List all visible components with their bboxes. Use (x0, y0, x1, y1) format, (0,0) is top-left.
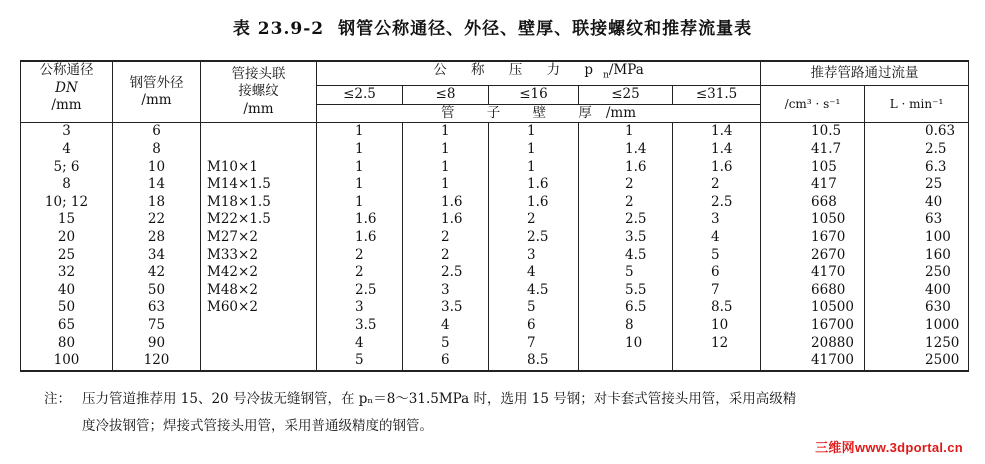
cell-od: 63 (113, 299, 201, 317)
cell-thread: M33×2 (201, 247, 317, 265)
cell-wall-thickness: 1.6 (403, 211, 489, 229)
cell-dn: 3 (21, 123, 113, 141)
cell-wall-thickness: 1 (317, 123, 403, 141)
cell-dn: 20 (21, 229, 113, 247)
cell-thread: M22×1.5 (201, 211, 317, 229)
pipe-spec-table (20, 60, 969, 372)
cell-wall-thickness: 10 (579, 335, 673, 353)
header-wall (317, 104, 761, 123)
cell-wall-thickness: 7 (489, 335, 579, 353)
cell-wall-thickness: 3 (317, 299, 403, 317)
cell-flow-lmin: 630 (865, 299, 969, 317)
table-row (21, 159, 969, 177)
cell-flow-lmin: 25 (865, 176, 969, 194)
cell-wall-thickness (673, 352, 761, 371)
cell-dn: 100 (21, 352, 113, 371)
cell-wall-thickness: 5 (489, 299, 579, 317)
cell-wall-thickness: 2 (317, 247, 403, 265)
cell-wall-thickness: 1 (403, 176, 489, 194)
cell-wall-thickness: 6 (489, 317, 579, 335)
cell-wall-thickness: 4 (403, 317, 489, 335)
cell-dn: 15 (21, 211, 113, 229)
cell-wall-thickness: 2 (403, 229, 489, 247)
cell-od: 75 (113, 317, 201, 335)
watermark-text: 三维网www.3dportal.cn (815, 440, 963, 455)
cell-flow-lmin: 2500 (865, 352, 969, 371)
table-caption: 钢管公称通径、外径、壁厚、联接螺纹和推荐流量表 (338, 19, 753, 39)
cell-wall-thickness: 8 (579, 317, 673, 335)
header-od-line1: 钢管外径 (129, 74, 184, 91)
header-pressure-class-3: ≤16 (489, 86, 579, 105)
table-number: 表 23.9-2 (232, 19, 325, 39)
cell-wall-thickness: 1 (317, 194, 403, 212)
cell-wall-thickness: 4.5 (579, 247, 673, 265)
table-row (21, 299, 969, 317)
cell-od: 120 (113, 352, 201, 371)
cell-flow-cm3s: 417 (761, 176, 865, 194)
cell-thread (201, 317, 317, 335)
cell-wall-thickness: 1.6 (489, 176, 579, 194)
cell-wall-thickness: 1 (489, 123, 579, 141)
cell-wall-thickness: 2 (673, 176, 761, 194)
cell-dn: 40 (21, 282, 113, 300)
cell-thread: M18×1.5 (201, 194, 317, 212)
table-title (0, 14, 985, 39)
cell-wall-thickness: 6.5 (579, 299, 673, 317)
cell-wall-thickness: 1 (317, 176, 403, 194)
cell-wall-thickness: 2.5 (673, 194, 761, 212)
cell-flow-cm3s: 668 (761, 194, 865, 212)
table-row (21, 194, 969, 212)
cell-thread: M27×2 (201, 229, 317, 247)
cell-flow-cm3s: 10500 (761, 299, 865, 317)
table-row (21, 123, 969, 141)
cell-wall-thickness: 4 (673, 229, 761, 247)
cell-wall-thickness: 2 (579, 194, 673, 212)
header-wall-label: 管 子 壁 厚 (441, 104, 606, 121)
cell-flow-cm3s: 4170 (761, 264, 865, 282)
cell-flow-lmin: 0.63 (865, 123, 969, 141)
cell-wall-thickness: 1 (317, 159, 403, 177)
table-row (21, 247, 969, 265)
cell-wall-thickness: 6 (403, 352, 489, 371)
cell-wall-thickness: 3.5 (403, 299, 489, 317)
table-row (21, 229, 969, 247)
cell-flow-lmin: 250 (865, 264, 969, 282)
cell-wall-thickness: 3 (403, 282, 489, 300)
cell-thread: M42×2 (201, 264, 317, 282)
header-pressure-class-2: ≤8 (403, 86, 489, 105)
cell-od: 8 (113, 141, 201, 159)
cell-od: 18 (113, 194, 201, 212)
cell-wall-thickness: 2 (489, 211, 579, 229)
table-row (21, 264, 969, 282)
cell-od: 28 (113, 229, 201, 247)
cell-wall-thickness: 1.4 (673, 141, 761, 159)
table-row (21, 211, 969, 229)
cell-wall-thickness: 1 (489, 141, 579, 159)
cell-thread (201, 352, 317, 371)
cell-flow-lmin: 2.5 (865, 141, 969, 159)
header-flow (761, 61, 969, 86)
cell-wall-thickness: 5 (317, 352, 403, 371)
cell-thread (201, 141, 317, 159)
cell-flow-cm3s: 1050 (761, 211, 865, 229)
cell-wall-thickness: 1 (403, 141, 489, 159)
header-dn-line3: /mm (51, 97, 82, 114)
header-pressure-class-4: ≤25 (579, 86, 673, 105)
header-wall-unit: /mm (605, 104, 637, 121)
header-thread-line2: 接螺纹 (238, 83, 279, 100)
cell-dn: 50 (21, 299, 113, 317)
cell-wall-thickness: 5.5 (579, 282, 673, 300)
cell-dn: 5; 6 (21, 159, 113, 177)
cell-od: 34 (113, 247, 201, 265)
cell-thread (201, 335, 317, 353)
cell-flow-lmin: 63 (865, 211, 969, 229)
cell-wall-thickness: 1.6 (673, 159, 761, 177)
header-dn-line1: 公称通径 (39, 62, 94, 78)
cell-dn: 32 (21, 264, 113, 282)
header-pressure-label: 公 称 压 力 p (433, 62, 604, 78)
cell-wall-thickness: 10 (673, 317, 761, 335)
cell-wall-thickness: 1 (403, 159, 489, 177)
cell-flow-cm3s: 10.5 (761, 123, 865, 141)
header-pressure (317, 61, 761, 86)
cell-wall-thickness: 4.5 (489, 282, 579, 300)
header-pressure-subscript: n (603, 70, 609, 81)
header-od (113, 61, 201, 123)
cell-wall-thickness: 1.6 (403, 194, 489, 212)
cell-thread (201, 123, 317, 141)
cell-wall-thickness: 1.6 (317, 229, 403, 247)
cell-flow-lmin: 160 (865, 247, 969, 265)
cell-wall-thickness: 2.5 (579, 211, 673, 229)
cell-od: 90 (113, 335, 201, 353)
cell-wall-thickness: 3.5 (579, 229, 673, 247)
cell-wall-thickness (579, 352, 673, 371)
cell-wall-thickness: 3.5 (317, 317, 403, 335)
header-thread-line1: 管接头联 (231, 65, 286, 82)
cell-od: 42 (113, 264, 201, 282)
footnote-line-1: 压力管道推荐用 15、20 号冷拔无缝钢管，在 pₙ＝8～31.5MPa 时，选用 15 号钢；对卡套式管接头用管，采用高级精 (82, 391, 797, 407)
cell-wall-thickness: 3 (489, 247, 579, 265)
table-row (21, 335, 969, 353)
cell-flow-lmin: 40 (865, 194, 969, 212)
cell-dn: 4 (21, 141, 113, 159)
table-row (21, 176, 969, 194)
footnote-label: 注： (44, 391, 71, 407)
cell-dn: 8 (21, 176, 113, 194)
header-pressure-class-1: ≤2.5 (317, 86, 403, 105)
cell-wall-thickness: 4 (489, 264, 579, 282)
cell-dn: 80 (21, 335, 113, 353)
table-row (21, 282, 969, 300)
cell-wall-thickness: 1.6 (317, 211, 403, 229)
table-header (21, 61, 969, 123)
cell-od: 22 (113, 211, 201, 229)
header-dn (21, 61, 113, 123)
cell-wall-thickness: 12 (673, 335, 761, 353)
cell-wall-thickness: 1.4 (579, 141, 673, 159)
cell-wall-thickness: 7 (673, 282, 761, 300)
cell-flow-cm3s: 16700 (761, 317, 865, 335)
cell-dn: 10; 12 (21, 194, 113, 212)
cell-thread: M60×2 (201, 299, 317, 317)
table-row (21, 352, 969, 371)
cell-flow-cm3s: 2670 (761, 247, 865, 265)
cell-flow-lmin: 400 (865, 282, 969, 300)
cell-dn: 25 (21, 247, 113, 265)
table-row (21, 141, 969, 159)
cell-wall-thickness: 1 (317, 141, 403, 159)
table-row (21, 317, 969, 335)
header-dn-line2: DN (55, 79, 78, 96)
cell-od: 10 (113, 159, 201, 177)
cell-wall-thickness: 5 (673, 247, 761, 265)
cell-wall-thickness: 1 (489, 159, 579, 177)
cell-flow-lmin: 1000 (865, 317, 969, 335)
cell-wall-thickness: 2.5 (489, 229, 579, 247)
cell-thread: M10×1 (201, 159, 317, 177)
footnote (44, 386, 973, 440)
header-flow-unit-lmin: L · min⁻¹ (865, 86, 969, 123)
cell-flow-lmin: 1250 (865, 335, 969, 353)
cell-od: 14 (113, 176, 201, 194)
cell-wall-thickness: 1 (403, 123, 489, 141)
cell-wall-thickness: 1.4 (673, 123, 761, 141)
header-pressure-class-5: ≤31.5 (673, 86, 761, 105)
cell-wall-thickness: 5 (403, 335, 489, 353)
cell-flow-cm3s: 41.7 (761, 141, 865, 159)
cell-wall-thickness: 2 (579, 176, 673, 194)
cell-flow-cm3s: 41700 (761, 352, 865, 371)
cell-wall-thickness: 1 (579, 123, 673, 141)
header-pressure-unit: /MPa (608, 62, 644, 78)
cell-wall-thickness: 8.5 (673, 299, 761, 317)
cell-dn: 65 (21, 317, 113, 335)
cell-wall-thickness: 1.6 (489, 194, 579, 212)
cell-flow-lmin: 6.3 (865, 159, 969, 177)
footnote-line-2: 度冷拔钢管；焊接式管接头用管，采用普通级精度的钢管。 (82, 418, 433, 434)
cell-od: 50 (113, 282, 201, 300)
cell-wall-thickness: 8.5 (489, 352, 579, 371)
header-flow-unit-cm3s: /cm³ · s⁻¹ (761, 86, 865, 123)
cell-wall-thickness: 3 (673, 211, 761, 229)
cell-wall-thickness: 4 (317, 335, 403, 353)
cell-wall-thickness: 2.5 (317, 282, 403, 300)
cell-wall-thickness: 6 (673, 264, 761, 282)
cell-wall-thickness: 1.6 (579, 159, 673, 177)
cell-flow-cm3s: 1670 (761, 229, 865, 247)
cell-wall-thickness: 2 (403, 247, 489, 265)
header-od-line2: /mm (141, 92, 172, 109)
cell-flow-lmin: 100 (865, 229, 969, 247)
header-thread-line3: /mm (243, 101, 274, 118)
header-thread (201, 61, 317, 123)
header-flow-label: 推荐管路通过流量 (810, 64, 919, 81)
cell-wall-thickness: 5 (579, 264, 673, 282)
cell-wall-thickness: 2 (317, 264, 403, 282)
cell-wall-thickness: 2.5 (403, 264, 489, 282)
cell-flow-cm3s: 6680 (761, 282, 865, 300)
cell-flow-cm3s: 105 (761, 159, 865, 177)
cell-thread: M14×1.5 (201, 176, 317, 194)
cell-od: 6 (113, 123, 201, 141)
cell-flow-cm3s: 20880 (761, 335, 865, 353)
table-body (21, 123, 969, 371)
cell-thread: M48×2 (201, 282, 317, 300)
